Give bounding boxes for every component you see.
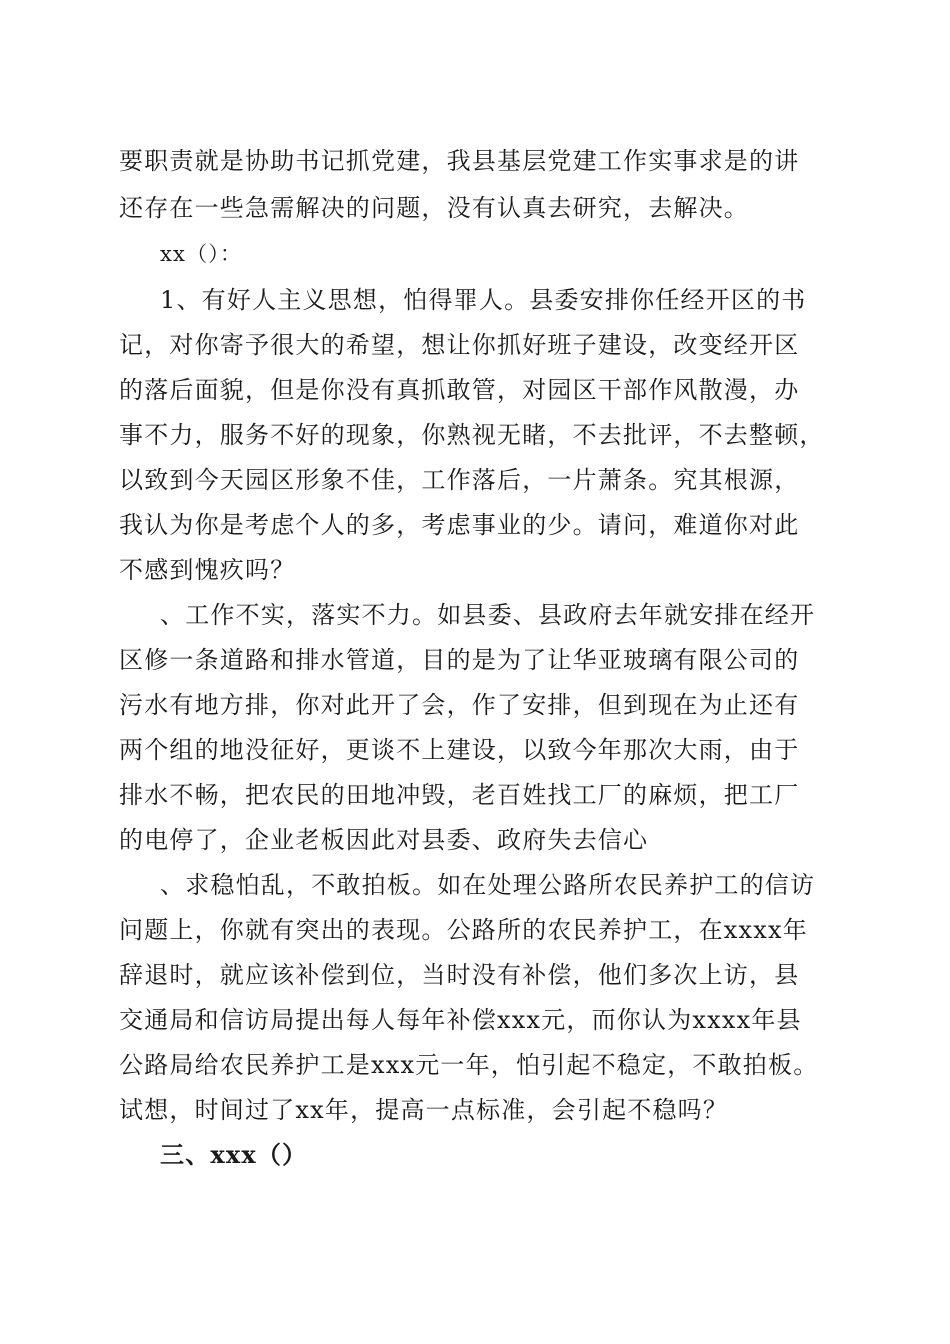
text-line: 1、有好人主义思想，怕得罪人。县委安排你任经开区的书 (160, 286, 807, 314)
text-line: 的电停了，企业老板因此对县委、政府失去信心 (119, 826, 649, 854)
text-line: 、求稳怕乱，不敢拍板。如在处理公路所农民养护工的信访 (160, 871, 816, 899)
text-line: 以致到今天园区形象不佳，工作落后，一片萧条。究其根源， (119, 466, 800, 494)
text-line: 公路局给农民养护工是xxx元一年，怕引起不稳定，不敢拍板。 (119, 1051, 819, 1079)
text-line: 不感到愧疚吗？ (119, 556, 296, 584)
text-line: 记，对你寄予很大的希望，想让你抓好班子建设，改变经开区 (119, 331, 800, 359)
section-heading: 三、xxx（） (160, 1140, 308, 1169)
text-line: 、工作不实，落实不力。如县委、县政府去年就安排在经开 (160, 601, 816, 629)
text-line: 区修一条道路和排水管道，目的是为了让华亚玻璃有限公司的 (119, 646, 800, 674)
text-line: 辞退时，就应该补偿到位，当时没有补偿，他们多次上访，县 (119, 961, 800, 989)
text-line: 问题上，你就有突出的表现。公路所的农民养护工，在xxxx年 (119, 916, 808, 944)
text-line: 试想，时间过了xx年，提高一点标准，会引起不稳吗？ (119, 1096, 729, 1124)
text-line: 我认为你是考虑个人的多，考虑事业的少。请问，难道你对此 (119, 511, 800, 539)
text-line: 的落后面貌，但是你没有真抓敢管，对园区干部作风散漫，办 (119, 376, 800, 404)
text-line: 还存在一些急需解决的问题，没有认真去研究，去解决。 (119, 194, 749, 222)
text-line: 要职责就是协助书记抓党建，我县基层党建工作实事求是的讲 (119, 147, 800, 175)
text-line: 两个组的地没征好，更谈不上建设，以致今年那次大雨，由于 (119, 736, 800, 764)
section-heading: xx（）： (160, 242, 243, 266)
text-line: 污水有地方排，你对此开了会，作了安排，但到现在为止还有 (119, 691, 800, 719)
text-line: 交通局和信访局提出每人每年补偿xxx元，而你认为xxxx年县 (119, 1006, 802, 1034)
text-line: 排水不畅，把农民的田地冲毁，老百姓找工厂的麻烦，把工厂 (119, 781, 800, 809)
text-line: 事不力，服务不好的现象，你熟视无睹，不去批评，不去整顿， (119, 421, 825, 449)
